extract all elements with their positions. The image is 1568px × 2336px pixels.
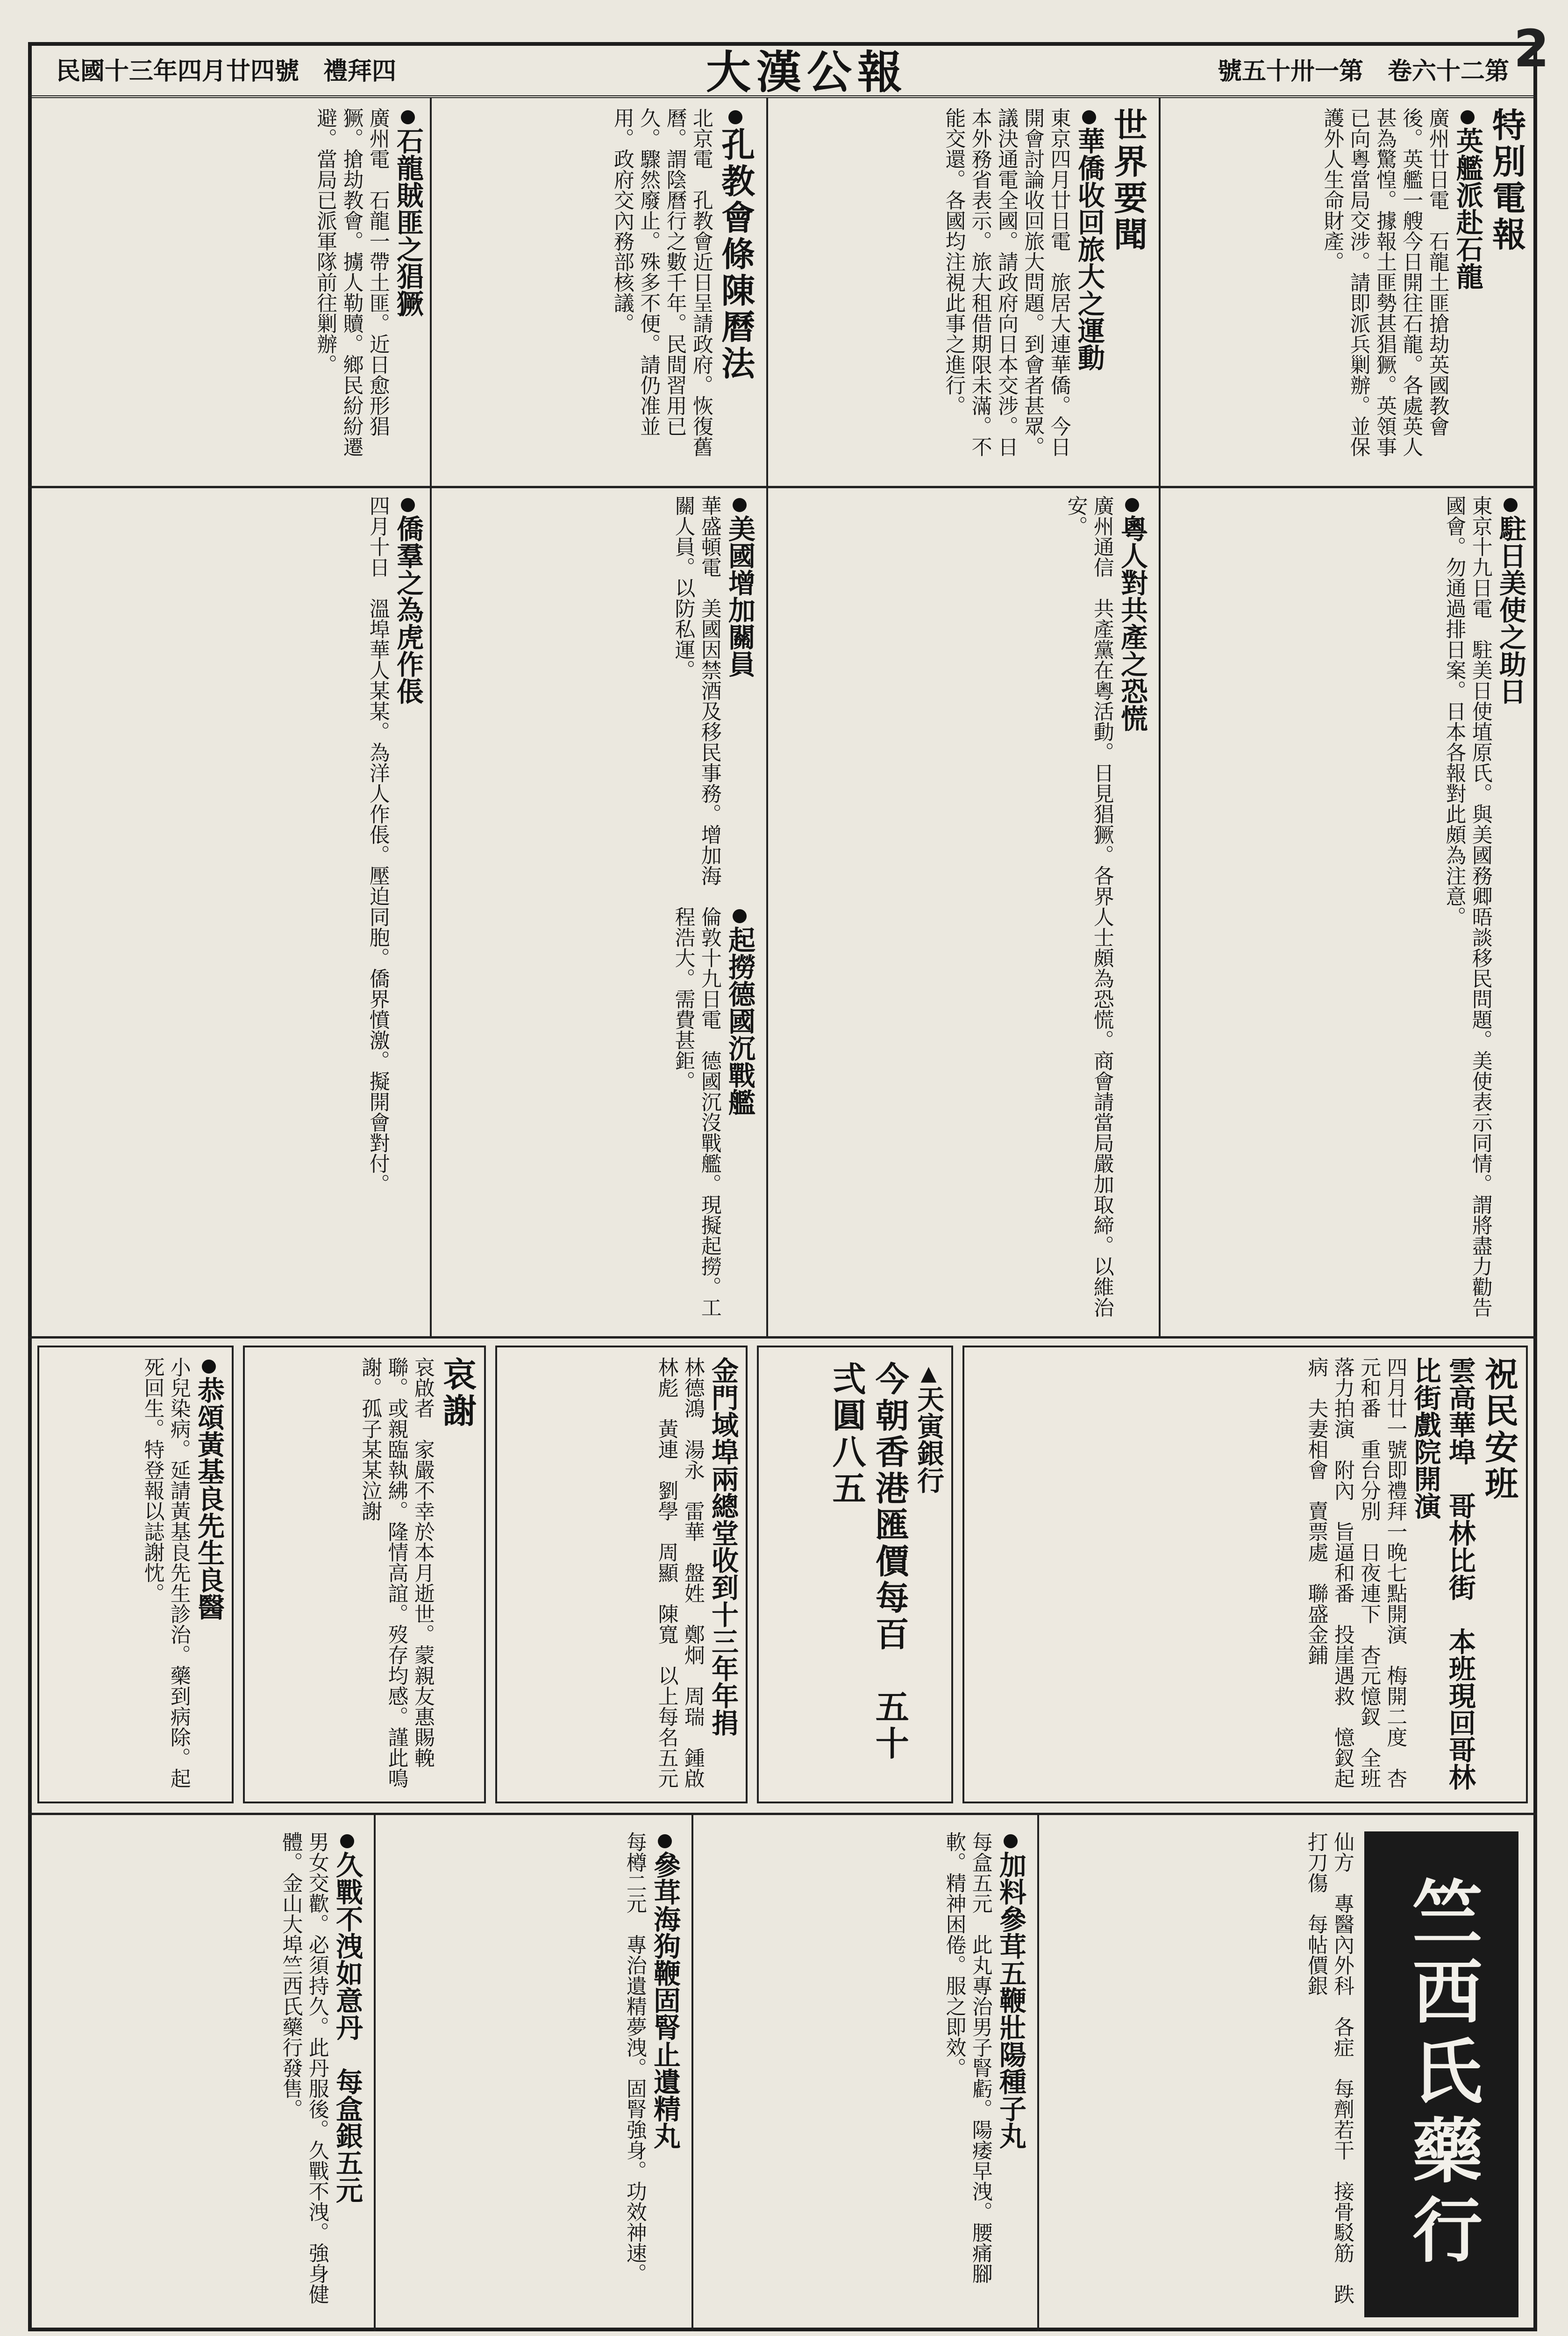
article-world-news: 世界要聞 華僑收回旅大之運動 東京四月廿日電 旅居大連華僑。今日開會討論收回旅大問題。到會者甚眾。議決通電全國。請政府向日本交涉。日本外務省表示。旅大租借期限未滿。不能交還。各國均注視此事之進行。 bbox=[941, 107, 1148, 457]
row-divider-ads bbox=[28, 1336, 1537, 1339]
ad-pill-two: 參茸海狗鞭固腎止遺精丸 每樽二元 專治遺精夢洩。固腎強身。功效神速。 bbox=[622, 1831, 681, 2284]
filled-circle-icon bbox=[728, 110, 742, 124]
ad-donations: 金門域埠兩總堂收到十三年年捐 林德鴻 湯永 雷華 盤姓 鄭炯 周瑞 鍾啟 林彪 黃連 劉學 周顯 陳寬 以上每名五元 bbox=[495, 1346, 748, 1803]
col-divider bbox=[691, 1813, 693, 2331]
article-shilong-bandits: 石龍賊匪之猖獗 廣州電 石龍一帶土匪。近日愈形猖獗。搶劫教會。擄人勒贖。鄉民紛紛遷避。當局已派軍隊前往剿辦。 bbox=[313, 107, 424, 457]
ad-theatre: 祝民安班 雲高華埠 哥林比街 本班現回哥林比街戲院開演 四月廿一號即禮拜一晚七點開演 梅開二度 杏元和番 重台分別 日夜連下 杏元憶釵 全班落力拍演 附內 旨逼和番 投崖遇救 憶釵起病 夫妻相會 賣票處 聯盛金鋪 bbox=[962, 1346, 1528, 1803]
article-german-warship: 起撈德國沉戰艦 倫敦十九日電 德國沉沒戰艦。現擬起撈。工程浩大。需費甚鉅。 bbox=[671, 906, 755, 1318]
col-divider bbox=[1159, 98, 1161, 486]
filled-circle-icon bbox=[401, 498, 415, 512]
article-confucian-calendar: 孔教會條陳曆法 北京電 孔教會近日呈請政府。恢復舊曆。謂陰曆行之數千年。民間習用已久。驟然廢止。殊多不便。請仍准並用。政府交內務部核議。 bbox=[610, 107, 755, 457]
article-special-telegram: 特別電報 英艦派赴石龍 廣州廿日電 石龍土匪搶劫英國教會後。英艦一艘今日開往石龍。各處英人甚為驚惶。據報土匪勢甚猖獗。英領事已向粵當局交涉。請即派兵剿辦。並保護外人生命財產。 bbox=[1320, 107, 1526, 457]
filled-circle-icon bbox=[1461, 110, 1475, 124]
filled-circle-icon bbox=[202, 1360, 216, 1374]
filled-circle-icon bbox=[1125, 498, 1139, 512]
masthead bbox=[28, 42, 1537, 98]
filled-circle-icon bbox=[1082, 110, 1096, 124]
masthead-issue: 號五十卅一第 卷六十二第 bbox=[1217, 57, 1509, 85]
masthead-title: 大漢公報 bbox=[706, 45, 908, 99]
filled-circle-icon bbox=[1004, 1834, 1018, 1848]
row-divider-2 bbox=[28, 1813, 1537, 1815]
triangle-icon: ▲ bbox=[917, 1361, 941, 1385]
filled-circle-icon bbox=[401, 110, 415, 124]
ad-pill-three: 久戰不洩如意丹 每盒銀五元 男女交歡。必須持久。此丹服後。久戰不洩。強身健體。金山大埠竺西氏藥行發售。 bbox=[278, 1831, 363, 2304]
col-divider bbox=[766, 98, 768, 486]
article-overseas-chinese: 僑羣之為虎作倀 四月十日 溫埠華人某某。為洋人作倀。壓迫同胞。僑界憤激。擬開會對付。 bbox=[365, 495, 424, 1194]
ad-doctor: 恭頌黃基良先生良醫 小兒染病。延請黃基良先生診治。藥到病除。起死回生。特登報以誌謝忱。 bbox=[37, 1346, 234, 1803]
col-divider bbox=[374, 1813, 376, 2331]
filled-circle-icon bbox=[340, 1834, 354, 1848]
ad-pill-one: 加料參茸五鞭壯陽種子丸 每盒五元 此丸專治男子腎虧。陽痿早洩。腰痛腳軟。精神困倦。服之即效。 bbox=[942, 1831, 1026, 2284]
ad-mourning: 哀謝 哀啟者 家嚴不幸於本月逝世。蒙親友惠賜輓聯。或親臨執紼。隆情高誼。歿存均感。謹此鳴謝。孤子某某泣謝 bbox=[243, 1346, 486, 1803]
col-divider bbox=[1159, 486, 1161, 1336]
ad-bank: ▲天寅銀行 今朝香港匯價每百 五十弍圓八五 bbox=[757, 1346, 953, 1803]
article-communism-fear: 粵人對共產之恐慌 廣州通信 共產黨在粵活動。日見猖獗。各界人士頗為恐慌。商會請當局嚴加取締。以維治安。 bbox=[1063, 495, 1148, 1318]
col-divider bbox=[766, 486, 768, 1336]
col-divider bbox=[430, 98, 432, 486]
col-divider bbox=[430, 486, 432, 1336]
filled-circle-icon bbox=[733, 909, 747, 923]
filled-circle-icon bbox=[658, 1834, 672, 1848]
article-us-customs: 美國增加關員 華盛頓電 美國因禁酒及移民事務。增加海關人員。以防私運。 bbox=[671, 495, 755, 886]
filled-circle-icon bbox=[733, 498, 747, 512]
page-number: 2 bbox=[1513, 19, 1549, 78]
article-us-envoy: 駐日美使之助日 東京十九日電 駐美日使埴原氏。與美國務卿晤談移民問題。美使表示同情。謂將盡力勸告國會。勿通過排日案。日本各報對此頗為注意。 bbox=[1442, 495, 1526, 1318]
col-divider bbox=[1037, 1813, 1039, 2331]
newspaper-page bbox=[28, 42, 1537, 2331]
ad-remedy-list: 仙方 專醫內外科 各症 每劑若干 接骨駁筋 跌打刀傷 每帖價銀 bbox=[1304, 1831, 1354, 2304]
pharmacy-banner: 竺西氏藥行 bbox=[1364, 1831, 1518, 2317]
filled-circle-icon bbox=[1504, 498, 1518, 512]
masthead-date: 民國十三年四月廿四號 禮拜四 bbox=[56, 57, 397, 85]
row-divider-1 bbox=[28, 486, 1537, 488]
